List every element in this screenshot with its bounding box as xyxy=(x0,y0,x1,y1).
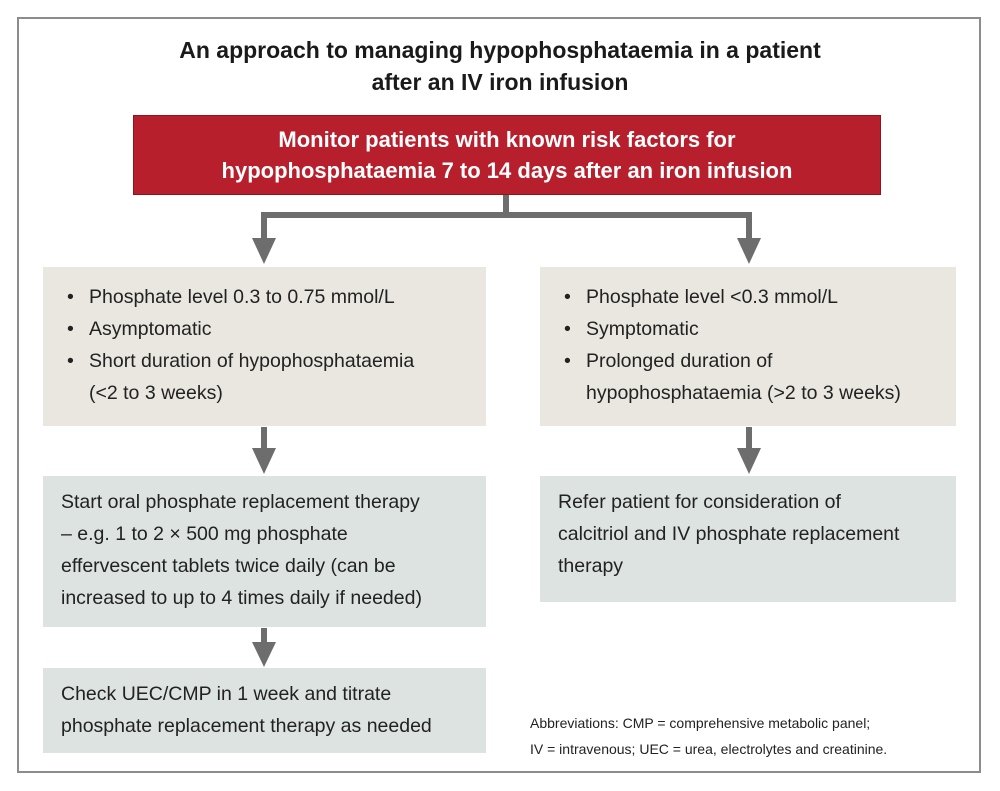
referral-line: therapy xyxy=(558,555,624,577)
monitor-line-1: Monitor patients with known risk factors for xyxy=(278,127,736,152)
abbreviations-note xyxy=(530,710,970,762)
abbreviations-line-1: Abbreviations: CMP = comprehensive metabolic panel; xyxy=(530,715,871,731)
oral-phosphate-line: effervescent tablets twice daily (can be xyxy=(61,555,396,577)
right-criteria-item: • Prolonged duration of hypophosphataemia (>2 to 3 weeks) xyxy=(558,345,938,409)
arrowhead-right-2 xyxy=(737,448,761,474)
abbreviations-line-2: IV = intravenous; UEC = urea, electrolytes and creatinine. xyxy=(530,741,888,757)
left-criteria-item: • Phosphate level 0.3 to 0.75 mmol/L xyxy=(61,281,468,313)
monitor-line-2: hypophosphataemia 7 to 14 days after an iron infusion xyxy=(221,158,793,183)
oral-phosphate-line: increased to up to 4 times daily if needed) xyxy=(61,587,422,609)
right-criteria-box xyxy=(540,267,956,426)
followup-line: Check UEC/CMP in 1 week and titrate xyxy=(61,683,392,705)
right-criteria-item: • Symptomatic xyxy=(558,313,938,345)
monitor-box xyxy=(133,115,881,195)
arrowhead-left-3 xyxy=(252,642,276,667)
oral-phosphate-box xyxy=(43,476,486,627)
arrowhead-left xyxy=(252,238,276,264)
right-criteria-item: • Phosphate level <0.3 mmol/L xyxy=(558,281,938,313)
followup-box xyxy=(43,668,486,753)
title-line-2: after an IV iron infusion xyxy=(371,69,629,95)
oral-phosphate-line: – e.g. 1 to 2 × 500 mg phosphate xyxy=(61,523,348,545)
arrowhead-right xyxy=(737,238,761,264)
referral-line: Refer patient for consideration of xyxy=(558,491,841,513)
referral-box xyxy=(540,476,956,602)
left-criteria-box xyxy=(43,267,486,426)
followup-line: phosphate replacement therapy as needed xyxy=(61,715,432,737)
branch-bar xyxy=(261,212,752,218)
title-line-1: An approach to managing hypophosphataemia in a patient xyxy=(179,37,821,63)
arrowhead-left-2 xyxy=(252,448,276,474)
referral-line: calcitriol and IV phosphate replacement xyxy=(558,523,900,545)
left-criteria-item: • Asymptomatic xyxy=(61,313,468,345)
left-criteria-item: • Short duration of hypophosphataemia (<2 to 3 weeks) xyxy=(61,345,468,409)
oral-phosphate-line: Start oral phosphate replacement therapy xyxy=(61,491,420,513)
